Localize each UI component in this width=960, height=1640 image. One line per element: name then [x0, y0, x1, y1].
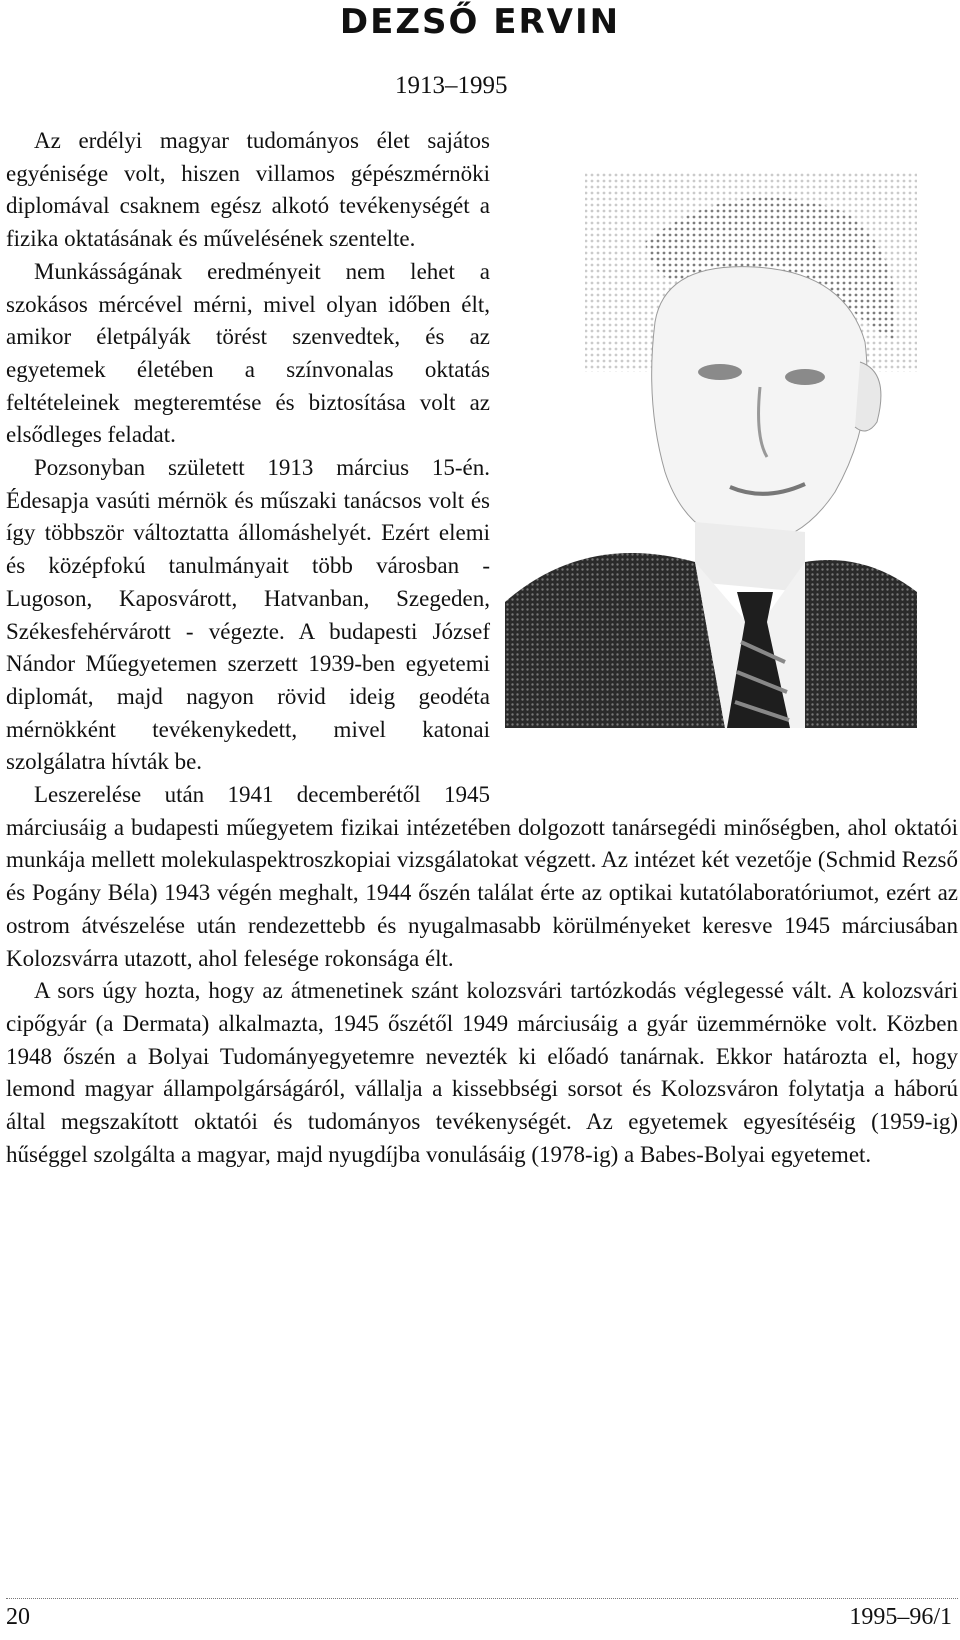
life-years: 1913–1995	[395, 72, 508, 99]
article-body	[6, 125, 958, 1172]
issue-number: 1995–96/1	[849, 1604, 952, 1630]
paragraph-birth: Pozsonyban született 1913 március 15-én. Édesapja vasúti mérnök és műszaki tanácsos volt és így többször változtatta állomáshelyét. Ezért elemi és középfokú tanulmányait több városban - Lugoson, Kaposvárott, Hatvanban, Szegeden, Székesfehérvárott - végezte. A budapesti József Nándor Műegyetemen szerzett 1939-ben egyetemi diplomát, majd nagyon rövid ideig geodéta mérnökként tevékenykedett, mivel katonai szolgálatra hívták be.	[6, 455, 490, 775]
paragraph-work: Munkásságának eredményeit nem lehet a szokásos mércével mérni, mivel olyan időben élt, amikor életpályák törést szenvedtek, és az egyetemek életében a színvonalas oktatás feltételeinek megteremtése és biztosítása volt az elsődleges feladat.	[6, 258, 490, 448]
paragraph-intro: Az erdélyi magyar tudományos élet sajátos egyénisége volt, hiszen villamos gépészmérnöki diplomával csaknem egész alkotó tevékenységét a fizika oktatásának és művelésének szentelte.	[6, 128, 490, 252]
paragraph-budapest: Leszerelése után 1941 decemberétől 1945 márciusáig a budapesti műegyetem fizikai intézetében dolgozott tanársegédi minőségben, ahol oktatói munkája mellett molekulaspektroszkopiai vizsgálatokat végzett. Az intézet két vezetője (Schmid Rezső és Pogány Béla) 1943 végén meghalt, 1944 őszén találat érte az optikai kutatólaboratóriumot, ezért az ostrom átvészelése után rendezettebb és nyugalmasabb körülményeket keresve 1945 márciusában Kolozsvárra utazott, ahol felesége rokonsága élt.	[6, 782, 958, 971]
paragraph-kolozsvar: A sors úgy hozta, hogy az átmenetinek szánt kolozsvári tartózkodás véglegessé vált. A kolozsvári cipőgyár (a Dermata) alkalmazta, 1945 őszétől 1949 márciusáig a gyár üzemmérnöke volt. Közben 1948 őszén a Bolyai Tudományegyetemre nevezték ki előadó tanárnak. Ekkor határozta el, hogy lemond magyar állampolgárságáról, vállalja a kissebbségi sorsot és Kolozsváron folytatja a háború által megszakított oktatói és tudományos tevékenységét. Az egyetemek egyesítéséig (1959-ig) hűséggel szolgálta a magyar, majd nyugdíjba vonulásáig (1978-ig) a Babes-Bolyai egyetemet.	[6, 978, 958, 1167]
portrait-text-wrap	[498, 173, 958, 783]
footer-divider	[6, 1598, 958, 1599]
page-title: DEZSŐ ERVIN	[339, 2, 621, 42]
page-number: 20	[6, 1604, 30, 1630]
